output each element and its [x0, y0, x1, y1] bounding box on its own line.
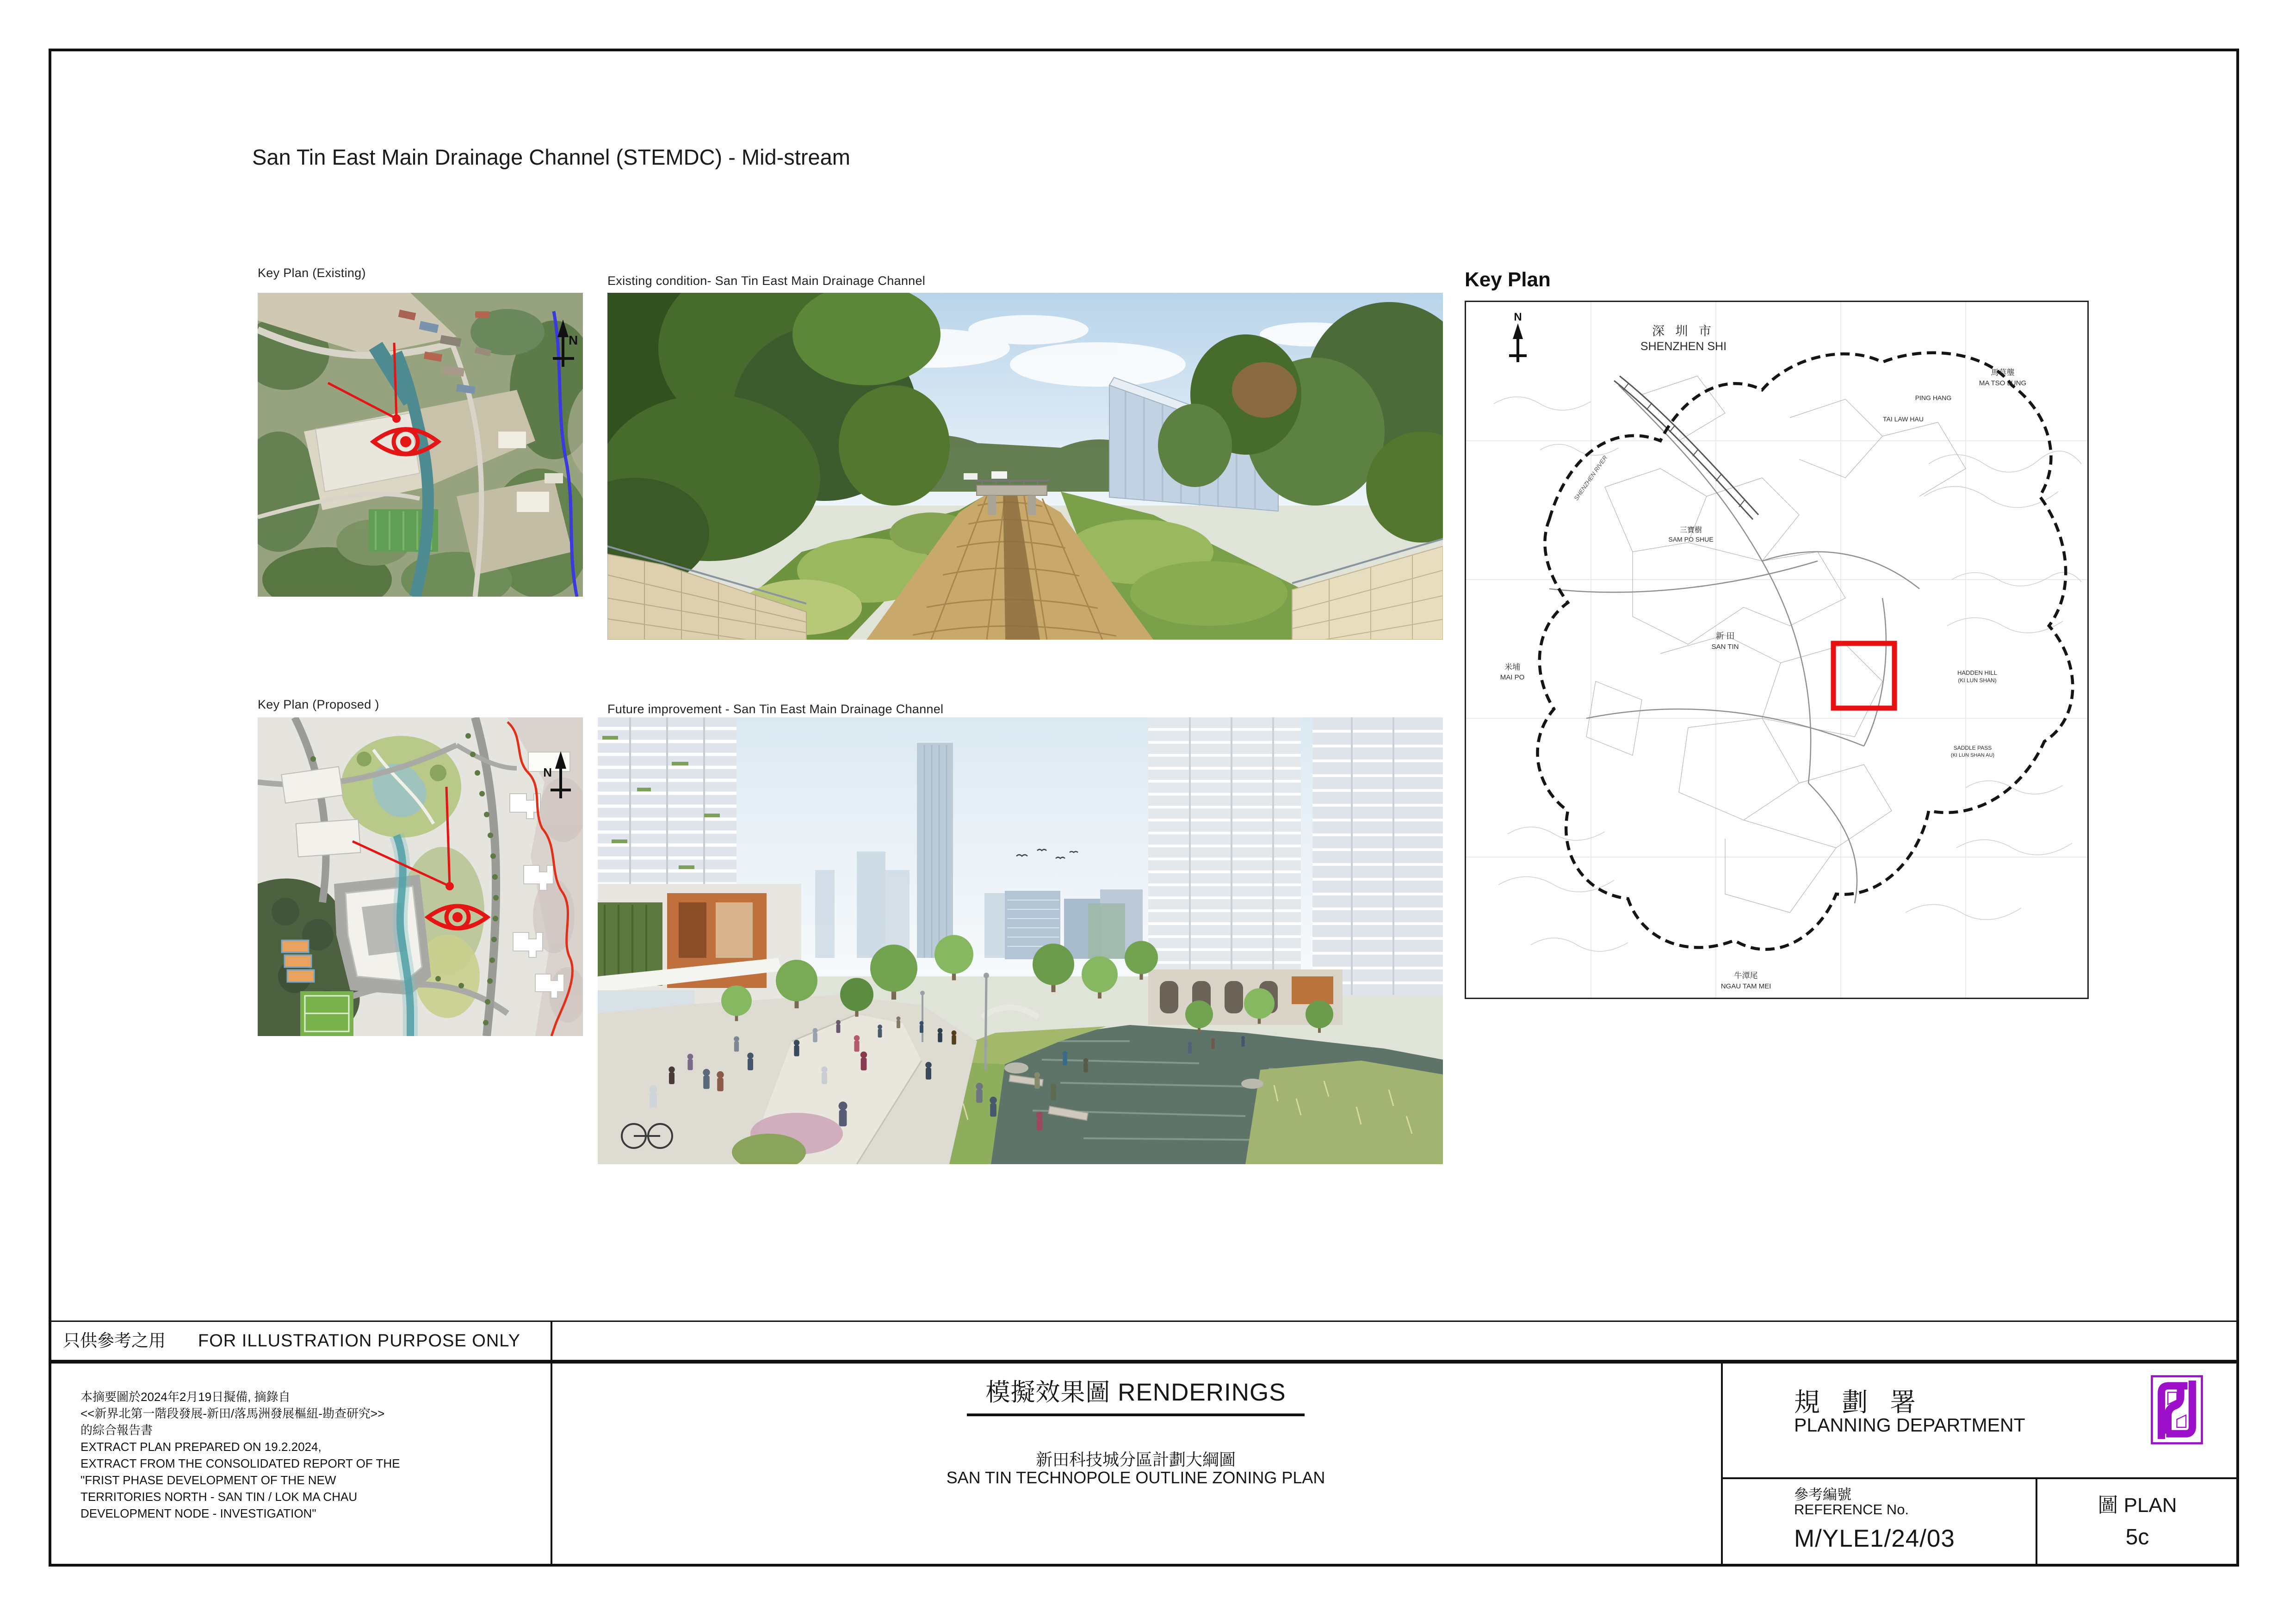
- planning-department-logo-icon: [2150, 1375, 2203, 1445]
- label-mai-po-zh: 米埔: [1504, 663, 1520, 672]
- label-mai-po-en: MAI PO: [1500, 673, 1525, 681]
- label-sam-po-shue-zh: 三寶樹: [1679, 526, 1702, 534]
- label-tai-law-hau: TAI LAW HAU: [1883, 415, 1924, 423]
- page-title: San Tin East Main Drainage Channel (STEMDC) - Mid-stream: [252, 145, 850, 169]
- divider-dept: [1721, 1362, 1723, 1567]
- reference-label-en: REFERENCE No.: [1794, 1501, 1909, 1518]
- north-label: N: [543, 765, 552, 779]
- plan-title-zh: 新田科技城分區計劃大綱圖: [1035, 1450, 1236, 1469]
- future-improvement-label: Future improvement - San Tin East Main Drainage Channel: [607, 702, 944, 716]
- key-plan-proposed-image: [258, 717, 583, 1036]
- plan-number-cell: [2036, 1478, 2239, 1567]
- disclaimer-en: FOR ILLUSTRATION PURPOSE ONLY: [198, 1331, 520, 1351]
- label-shenzhen-zh: 深 圳 市: [1652, 324, 1715, 338]
- reference-number: M/YLE1/24/03: [1794, 1525, 1955, 1552]
- north-label: N: [1514, 311, 1522, 323]
- future-render-graphic: [598, 717, 1443, 1164]
- right-towers: [1148, 717, 1443, 1025]
- drawing-title-wrap: [551, 1373, 1721, 1416]
- label-hadden-hill-sub: (KI LUN SHAN): [1958, 677, 1997, 684]
- reference-label-zh: 參考編號: [1794, 1487, 1851, 1503]
- key-plan-map-graphic: [1466, 302, 2087, 998]
- label-san-tin-en: SAN TIN: [1711, 643, 1739, 651]
- key-plan-heading: Key Plan: [1465, 268, 1551, 291]
- note-line: EXTRACT PLAN PREPARED ON 19.2.2024,: [80, 1440, 322, 1454]
- label-hadden-hill: HADDEN HILL: [1957, 669, 1997, 676]
- label-ngau-tam-mei-zh: 牛潭尾: [1734, 971, 1758, 980]
- future-improvement-image: [598, 717, 1443, 1164]
- existing-condition-label: Existing condition- San Tin East Main Drainage Channel: [607, 274, 926, 288]
- existing-condition-photo: [607, 293, 1443, 640]
- divider-notes: [551, 1321, 552, 1567]
- label-ngau-tam-mei-en: NGAU TAM MEI: [1720, 982, 1771, 990]
- label-sam-po-shue-en: SAM PO SHUE: [1668, 536, 1714, 543]
- far-bridge: [982, 1007, 1038, 1017]
- existing-photo-graphic: [607, 293, 1443, 640]
- extract-notes: [80, 1388, 400, 1522]
- note-line: TERRITORIES NORTH - SAN TIN / LOK MA CHAU: [80, 1490, 358, 1504]
- note-line: 本摘要圖於2024年2月19日擬備, 摘錄自: [80, 1390, 291, 1404]
- note-line: DEVELOPMENT NODE - INVESTIGATION": [80, 1506, 316, 1520]
- note-line: "FRIST PHASE DEVELOPMENT OF THE NEW: [80, 1473, 336, 1487]
- disclaimer-zh: 只供參考之用: [63, 1331, 166, 1350]
- key-plan-existing-image: [258, 293, 583, 597]
- label-shenzhen-river: SHENZHEN RIVER: [1572, 454, 1609, 502]
- drawing-title: 模擬效果圖 RENDERINGS: [967, 1373, 1304, 1416]
- label-san-tin-zh: 新 田: [1715, 631, 1735, 641]
- planning-department-logo: [2150, 1375, 2203, 1445]
- plan-title-en: SAN TIN TECHNOPOLE OUTLINE ZONING PLAN: [946, 1468, 1325, 1487]
- key-plan-existing-label: Key Plan (Existing): [258, 266, 366, 280]
- satellite-map-graphic: [258, 293, 583, 597]
- key-plan-proposed-label: Key Plan (Proposed ): [258, 697, 379, 711]
- department-name-zh: 規 劃 署: [1794, 1388, 1924, 1417]
- key-plan-map: [1465, 301, 2089, 999]
- label-shenzhen-en: SHENZHEN SHI: [1640, 340, 1727, 353]
- north-label: N: [569, 333, 578, 347]
- label-ping-hang: PING HANG: [1915, 394, 1952, 401]
- plan-label: 圖 PLAN: [2098, 1494, 2177, 1517]
- label-saddle-pass: SADDLE PASS: [1953, 745, 1992, 751]
- right-retaining-wall: [1292, 539, 1443, 640]
- note-line: <<新界北第一階段發展-新田/落馬洲發展樞紐-勘查研究>>: [80, 1407, 385, 1420]
- label-ma-tso-lung-en: MA TSO LUNG: [1979, 379, 2027, 387]
- note-line: 的綜合報告書: [80, 1423, 153, 1437]
- department-name-en: PLANNING DEPARTMENT: [1794, 1414, 2025, 1436]
- label-saddle-pass-sub: (KI LUN SHAN AU): [1950, 753, 1995, 758]
- label-ma-tso-lung-zh: 馬草壟: [1991, 368, 2015, 377]
- plan-number: 5c: [2125, 1525, 2149, 1549]
- masterplan-graphic: [258, 717, 583, 1036]
- titleblock-top-border: [49, 1360, 2239, 1364]
- disclaimer-row: [63, 1327, 520, 1351]
- note-line: EXTRACT FROM THE CONSOLIDATED REPORT OF THE: [80, 1456, 400, 1470]
- divider-thin: [49, 1321, 2239, 1322]
